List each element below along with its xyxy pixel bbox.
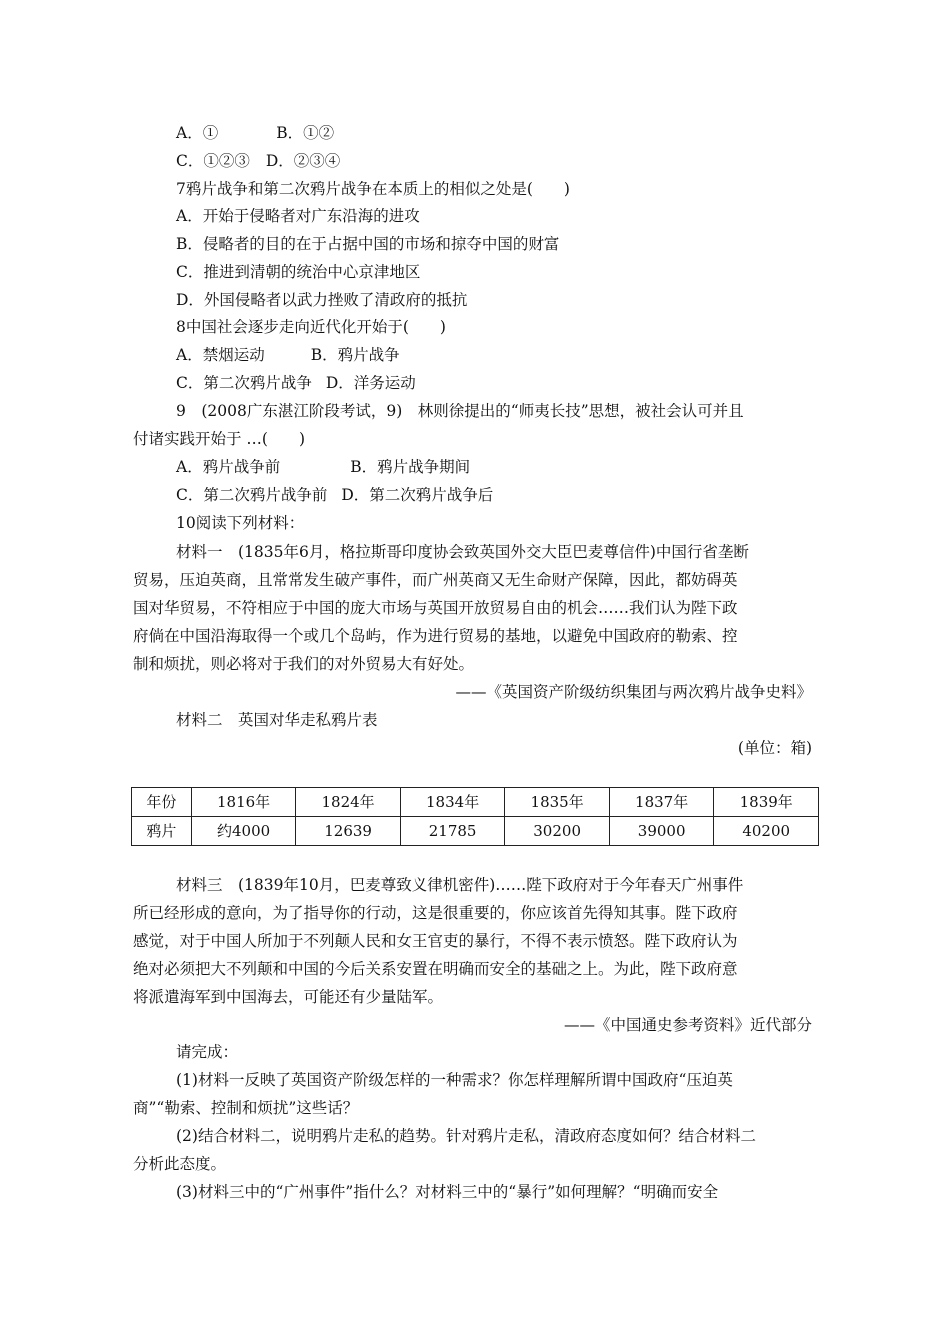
q8-option-a: A．禁烟运动: [176, 346, 265, 364]
q9-options-row2: [176, 485, 493, 505]
q6-option-d: D．②③④: [265, 152, 341, 170]
q7-option-b: B．侵略者的目的在于占据中国的市场和掠夺中国的财富: [176, 235, 560, 253]
table-cell: 年份: [132, 788, 192, 817]
q9-options-row1: [176, 457, 470, 477]
table-cell: 1835年: [505, 788, 610, 817]
table-cell: 40200: [714, 817, 819, 846]
q7-option-c: C．推进到清朝的统治中心京津地区: [176, 263, 421, 281]
table-cell: 30200: [505, 817, 610, 846]
q8-stem: 8中国社会逐步走向近代化开始于( ): [176, 318, 446, 336]
material3-line: 绝对必须把大不列颠和中国的今后关系安置在明确而安全的基础之上。为此，陛下政府意: [133, 960, 738, 978]
q8-options-row1: [176, 345, 400, 365]
material3-line: 感觉，对于中国人所加于不列颠人民和女王官吏的暴行，不得不表示愤怒。陛下政府认为: [133, 932, 738, 950]
material1-line: 材料一 (1835年6月，格拉斯哥印度协会致英国外交大臣巴麦尊信件)中国行省垄断: [176, 543, 749, 561]
q10-prompt: 请完成：: [176, 1043, 239, 1061]
material1-source: ——《英国资产阶级纺织集团与两次鸦片战争史料》: [455, 683, 812, 701]
material3-line: 将派遣海军到中国海去，可能还有少量陆军。: [133, 988, 444, 1006]
material2-unit: (单位：箱): [737, 739, 812, 757]
q8-option-d: D．洋务运动: [325, 374, 416, 392]
q10-sub1-line1: (1)材料一反映了英国资产阶级怎样的一种需求？你怎样理解所谓中国政府“压迫英: [176, 1071, 733, 1089]
q7-stem: 7鸦片战争和第二次鸦片战争在本质上的相似之处是( ): [176, 180, 570, 198]
q8-option-c: C．第二次鸦片战争: [176, 374, 312, 392]
table-cell: 约4000: [191, 817, 296, 846]
table-cell: 21785: [400, 817, 505, 846]
table-cell: 39000: [609, 817, 714, 846]
table-cell: 1834年: [400, 788, 505, 817]
q10-sub3-line1: (3)材料三中的“广州事件”指什么？对材料三中的“暴行”如何理解？“明确而安全: [176, 1183, 719, 1201]
material3-source: ——《中国通史参考资料》近代部分: [563, 1016, 812, 1034]
material3-line: 材料三 (1839年10月，巴麦尊致义律机密件)……陛下政府对于今年春天广州事件: [176, 876, 744, 894]
material1-line: 府倘在中国沿海取得一个或几个岛屿，作为进行贸易的基地，以避免中国政府的勒索、控: [133, 627, 738, 645]
material1-line: 国对华贸易，不符相应于中国的庞大市场与英国开放贸易自由的机会……我们认为陛下政: [133, 599, 738, 617]
q6-option-b: B．①②: [276, 124, 335, 142]
q9-stem-line2: 付诸实践开始于 …( ): [133, 430, 306, 448]
q10-sub2-line1: (2)结合材料二，说明鸦片走私的趋势。针对鸦片走私，清政府态度如何？结合材料二: [176, 1127, 756, 1145]
q7-option-a: A．开始于侵略者对广东沿海的进攻: [176, 207, 420, 225]
q8-options-row2: [176, 373, 416, 393]
q9-option-b: B．鸦片战争期间: [350, 458, 471, 476]
q10-sub2-line2: 分析此态度。: [133, 1155, 227, 1173]
q10-sub1-line2: 商”“勒索、控制和烦扰”这些话？: [133, 1099, 359, 1117]
q6-options-row2: [176, 151, 340, 171]
q9-option-a: A．鸦片战争前: [176, 458, 281, 476]
material1-line: 贸易，压迫英商，且常常发生破产事件，而广州英商又无生命财产保障，因此，都妨碍英: [133, 571, 738, 589]
table-row: [132, 817, 819, 846]
q7-option-d: D．外国侵略者以武力挫败了清政府的抵抗: [176, 291, 468, 309]
q6-option-a: A．①: [176, 124, 219, 142]
opium-smuggling-table: [131, 787, 819, 846]
q6-options-row1: [176, 123, 334, 143]
material3-line: 所已经形成的意向，为了指导你的行动，这是很重要的，你应该首先得知其事。陛下政府: [133, 904, 738, 922]
q8-option-b: B．鸦片战争: [310, 346, 400, 364]
table-cell: 1839年: [714, 788, 819, 817]
q9-stem-line1: 9 (2008广东湛江阶段考试，9) 林则徐提出的“师夷长技”思想，被社会认可并且: [176, 402, 744, 420]
table-cell: 鸦片: [132, 817, 192, 846]
table-cell: 1816年: [191, 788, 296, 817]
q9-option-d: D．第二次鸦片战争后: [341, 486, 494, 504]
q6-option-c: C．①②③: [176, 152, 250, 170]
table-cell: 12639: [296, 817, 401, 846]
table-row: [132, 788, 819, 817]
table-cell: 1837年: [609, 788, 714, 817]
table-cell: 1824年: [296, 788, 401, 817]
q10-intro: 10阅读下列材料：: [176, 514, 305, 532]
material2-title: 材料二 英国对华走私鸦片表: [176, 711, 378, 729]
material1-line: 制和烦扰，则必将对于我们的对外贸易大有好处。: [133, 655, 475, 673]
q9-option-c: C．第二次鸦片战争前: [176, 486, 328, 504]
